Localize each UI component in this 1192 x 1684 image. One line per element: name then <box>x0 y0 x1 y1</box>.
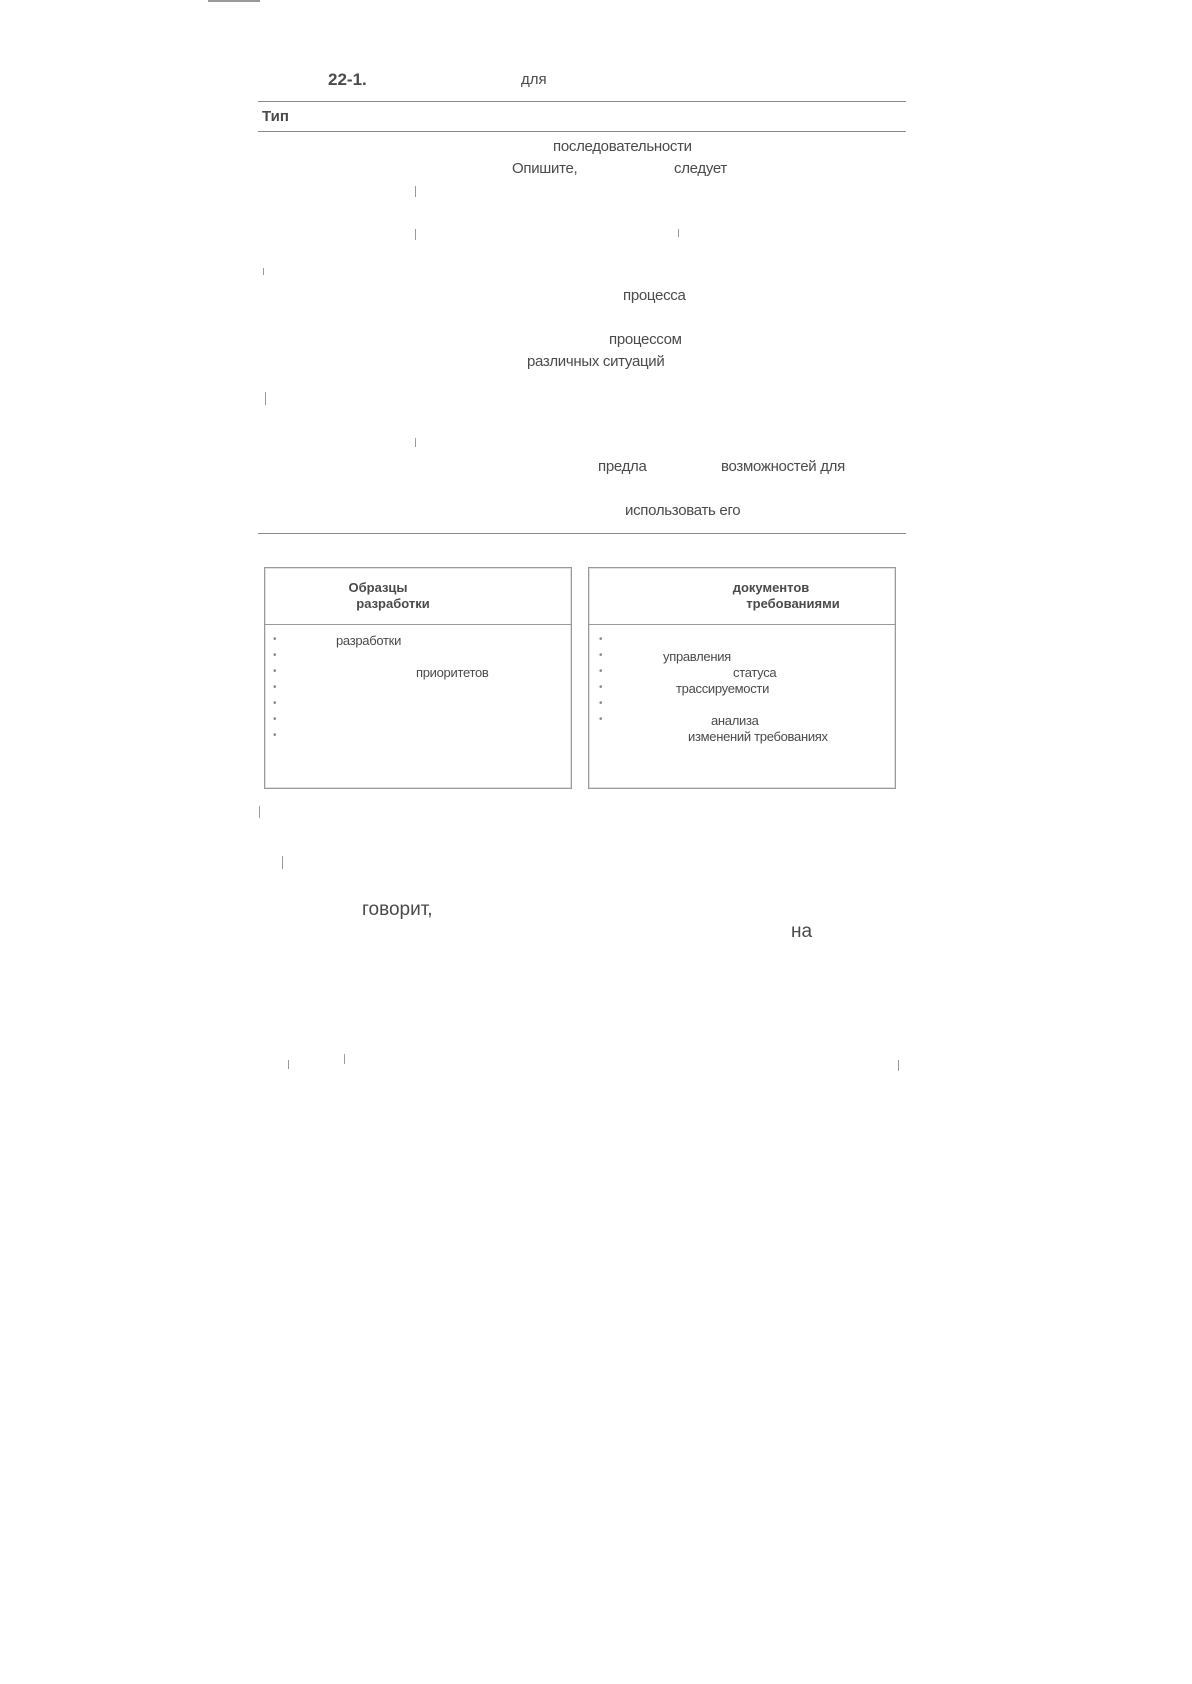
list-item: управления <box>663 649 731 664</box>
list-item: трассируемости <box>676 681 770 696</box>
bullet: • <box>273 650 277 661</box>
list-item: анализа <box>711 713 759 728</box>
table-cell-text: предла <box>598 458 647 475</box>
column-mark <box>265 392 266 405</box>
bullet: • <box>599 682 603 693</box>
table-bottom-rule <box>258 533 906 534</box>
table-header-type: Тип <box>262 108 289 125</box>
column-mark <box>678 229 679 237</box>
bullet: • <box>599 634 603 645</box>
table-cell-text: возможностей для <box>721 458 845 475</box>
margin-mark <box>288 1060 289 1069</box>
table-caption-word: для <box>521 71 547 88</box>
table-cell-text: последовательности <box>553 138 692 155</box>
bullet: • <box>599 650 603 661</box>
bullet: • <box>599 698 603 709</box>
bullet: • <box>273 730 277 741</box>
table-cell-text: различных ситуаций <box>527 353 665 370</box>
list-item: разработки <box>336 633 402 648</box>
column-mark <box>415 229 416 240</box>
body-text-fragment: говорит, <box>362 899 433 920</box>
left-box-title-line-2: разработки <box>356 596 430 611</box>
table-header-rule <box>258 131 906 132</box>
list-item: приоритетов <box>416 665 489 680</box>
table-cell-text: процесса <box>623 287 686 304</box>
column-mark <box>415 438 416 447</box>
bullet: • <box>273 666 277 677</box>
column-mark <box>415 186 416 197</box>
table-cell-text: использовать его <box>625 502 741 519</box>
bullet: • <box>273 698 277 709</box>
body-text-fragment: на <box>791 921 813 942</box>
table-cell-text: процессом <box>609 331 682 348</box>
bullet: • <box>273 634 277 645</box>
list-item: статуса <box>733 665 777 680</box>
left-box-title-line-1: Образцы <box>348 580 408 595</box>
margin-mark <box>898 1060 899 1071</box>
top-edge-mark <box>208 0 260 2</box>
table-cell-text: следует <box>674 160 727 177</box>
table-number: 22-1. <box>328 70 367 89</box>
bullet: • <box>273 682 277 693</box>
table-cell-text: Опишите, <box>512 160 578 177</box>
bullet: • <box>599 666 603 677</box>
right-box-title-line-2: требованиями <box>746 596 840 611</box>
column-mark <box>263 268 264 275</box>
margin-mark <box>259 806 260 818</box>
list-item: изменений требованиях <box>688 729 828 744</box>
table-top-rule <box>258 101 906 102</box>
right-box-title-line-1: документов <box>732 580 810 595</box>
margin-mark <box>282 856 283 869</box>
margin-mark <box>344 1054 345 1064</box>
bullet: • <box>273 714 277 725</box>
bullet: • <box>599 714 603 725</box>
